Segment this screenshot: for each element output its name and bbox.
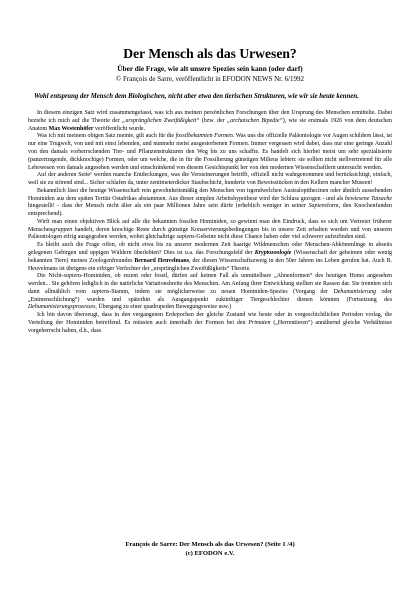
footer-copyright: (c) EFODON e.V. bbox=[185, 549, 235, 557]
byline: © François de Sarre, veröffentlicht in EFODON NEWS Nr. 6/1992 bbox=[115, 75, 305, 84]
paragraph-5: Wirft man einen objektiven Blick auf alle die bekannten fossilen Hominiden, so gewinnt man den Eindruck, dass es sich um Vertreter früherer Menschengruppen handelt, deren knochige Reste durch günstige Konservierungsbedingungen bis in unsere Zeit erhalten wurden und von unseren Paläontologen eifrig ausgegraben werden, wobei gleichaltrige sapiens-Gebeine nicht diese Chance haben oder viel schwerer aufzufinden sind. bbox=[28, 218, 392, 241]
page-title: Der Mensch als das Urwesen? bbox=[123, 46, 297, 61]
footer-citation: François de Sarre: Der Mensch als das Urwesen? (Seite 1 /4) bbox=[125, 541, 295, 548]
paragraph-6: Es bleibt auch die Frage offen, ob nicht etwa bis zu unserer modernen Zeit haarige Wildmenschen oder Menschen-Abkömmlinge in abseits gelegenen Gebirgen und uppigen Wäldern überlebten? Dies ist u.a. das Forschungsfeld der Kryptozoologie (Wissenschaft der geheimen oder wenig bekannten Tiere) meines Zoologenfreundes Bernard Heuvelmans, der diesen Wissenschaftszweig in den 50er Jahren ins Leben gerufen hat. Auch B. Heuvelmans ist übrigens ein eifriger Verfechter der „ursprünglichen Zweifüßigkeits“ Theorie. bbox=[28, 242, 393, 272]
paragraph-4: Bekanntlich lässt die heutige Wissenschaft rein gewohnheitsmäßig den Menschen von irgendwelchen Australopithecinen oder ähnlich aussehenden Hominiden aus dem späten Tertiär Ostafrikas abstammen. Aus dieser simplen Arbeitshypothese wird der Schluss gezogen - und als bewiesene Tatsache hingestellt! - dass der Mensch nicht älter als ein paar Millionen Jahre sein dürfe (erheblich weniger in seiner Sapiensform, den Knochenfunden entsprechend). bbox=[28, 187, 393, 218]
paragraph-8: Ich bin davon überzeugt, dass in den vergangenen Erdepochen der gleiche Zustand wie heute oder in vorgeschichtlichen Perioden vorlag, die Verteilung der Hominiden betreffend. Es müssten auch innerhalb der Formen bei den Primaten („Herrentieren“) annähernd gleiche Verhältnisse vorgeherrscht haben, d.h., dass bbox=[28, 312, 392, 334]
page-subtitle: Über die Frage, wie alt unsere Spezies sein kann (oder darf) bbox=[117, 63, 303, 73]
paragraph-3: Auf der anderen Seite¹ werden manche Entdeckungen, was die Versteinerungen betrifft, offiziell nicht wahrgenommen und berücksichtigt, einfach, weil sie zu störend sind... Sicher schlafen da, unter zentimeterdicker Staubschicht, hunderte von Beweisstücken in den Kellern mancher Museen! bbox=[28, 172, 392, 187]
paragraph-7: Die Nicht-sapiens-Hominiden, ob rezent oder fossil, dürfen auf keinen Fall als unmittelbare „Ahnenformen“ des heutigen Homo angesehen werden... Sie gehören lediglich in die natürliche Variationsbreite des Menschen. Am Anfang ihrer Entwicklung stellten sie Rassen dar. Sie trennten sich dann allmählich vom sapiens-Stamm, indem sie möglicherweise zu neuen Hominiden-Spezies (Vorgang der Dehumanisierung oder „Entmenschlichung“) wurden und späterhin als Ausgangspunkt zukünftiger Tiergeschlechter dienen könnten (Fortsetzung des Dehumanisierungsprozesses, Übergang zu einer quadrupeden Bewegungsweise usw.) bbox=[28, 273, 392, 311]
paragraph-1: In diesem einzigen Satz wird zusammengefasst, was ich aus meinen persönlichen Forschungen über den Ursprung des Menschen ermittelte. Dabei beziehe ich mich auf die Theorie der „ursprünglichen Zweifüßigkeit“ (bzw. der „archaischen Bipedie“), wie sie erstmals 1926 von dem deutschen Anatom Max Westenhöfer veröffentlicht wurde. bbox=[28, 110, 392, 132]
article-body bbox=[28, 110, 392, 335]
paragraph-2: Was ich mit meinem obigen Satz meinte, gilt auch für die fossilbekannten Formen. Was uns die offizielle Paläontologie vor Augen schildern lässt, ist nur eine Trugwelt, von und mit einst lebenden, und nunmehr meist ausgestorbenen Formen. Immer vergessen wird dabei, dass nur eine geringe Anzahl von den damals vorherrschenden Tier- und Pflanzenstrukturen den Weg bis zu uns schaffte. Es handelt sich hierbei meist um sehr spezialisierte (panzertragende, dickknochige) Formen, oder um welche, die in für die Fossilierung günstigen Milieus lebten: sie sollten nicht stellvertretend für alle Lebewesen von damals angesehen werden und einschränkend von diesem Gesichtspunkt her von den modernen Wissenschaftlern untersucht werden. bbox=[28, 133, 392, 171]
lead-paragraph: Wohl entsprang der Mensch dem Biologischen, nicht aber etwa den tierischen Strukturen, wie wir sie heute kennen. bbox=[34, 92, 359, 100]
page-footer bbox=[0, 541, 420, 559]
